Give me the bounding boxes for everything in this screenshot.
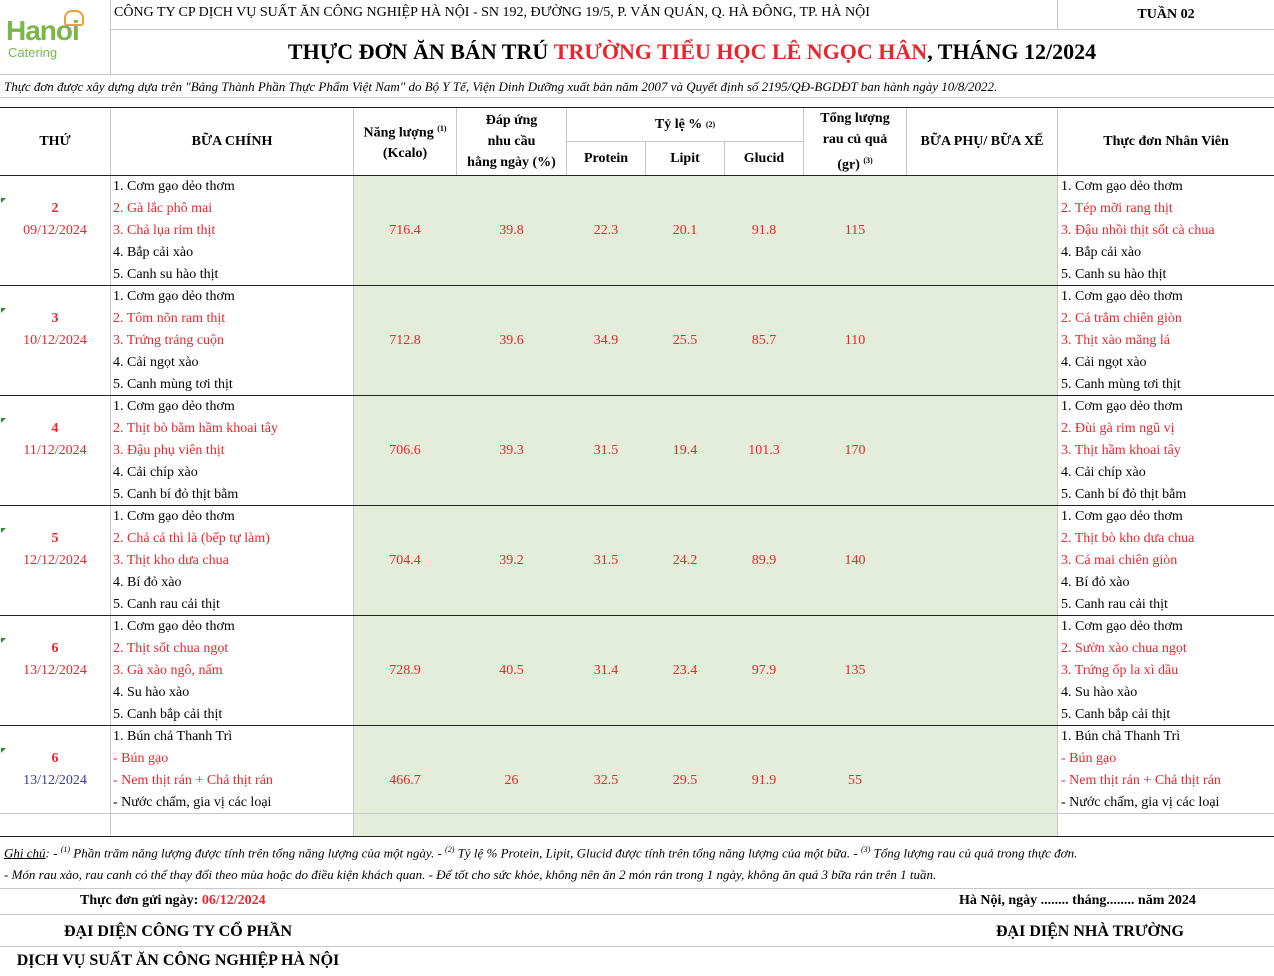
footnote-3-sup: (3) (860, 845, 871, 854)
protein-value: 34.9 (593, 333, 619, 348)
place-date: Hà Nội, ngày ........ tháng........ năm 2024 (959, 893, 1196, 908)
meets-value: 40.5 (499, 663, 524, 678)
main-dish: 2. Gà lắc phô mai (113, 201, 213, 216)
staff-dish: 2. Cá trắm chiên giòn (1061, 311, 1182, 326)
day-date: 13/12/2024 (23, 773, 87, 788)
day-date: 10/12/2024 (23, 333, 87, 348)
staff-dish: 1. Cơm gạo dẻo thơm (1061, 399, 1183, 414)
sent-date-value: 06/12/2024 (201, 893, 266, 908)
col-thu: THỨ (39, 133, 71, 149)
protein-value: 22.3 (593, 223, 619, 238)
company-address: CÔNG TY CP DỊCH VỤ SUẤT ĂN CÔNG NGHIỆP HÀ NỘI - SN 192, ĐƯỜNG 19/5, P. VĂN QUÁN, Q. HÀ ĐÔNG, TP. HÀ NỘI (114, 5, 870, 20)
main-dish: 3. Gà xào ngô, nấm (113, 663, 223, 678)
week-label: TUẦN 02 (1137, 7, 1195, 22)
protein-value: 32.5 (593, 773, 619, 788)
meets-value: 39.2 (499, 553, 524, 568)
main-dish: 1. Cơm gạo dẻo thơm (113, 179, 235, 194)
logo-wordmark: Hanoi (6, 15, 79, 46)
logo-subtitle: Catering (8, 45, 58, 60)
staff-dish: 2. Tép mỡi rang thịt (1061, 201, 1173, 216)
main-dish: 4. Cải ngọt xào (113, 355, 199, 370)
staff-dish: 3. Thịt xào măng lá (1061, 333, 1170, 348)
staff-dish: 5. Canh su hào thịt (1061, 267, 1167, 282)
veg-value: 115 (844, 223, 866, 238)
col-veg (804, 108, 906, 175)
main-dish: 4. Su hào xào (113, 685, 190, 700)
staff-dish: 5. Canh bí đỏ thịt bằm (1061, 487, 1187, 502)
col-energy-label: Năng lượng (363, 125, 434, 141)
col-ratio-label: Tỷ lệ % (654, 116, 703, 132)
main-dish: 3. Trứng tráng cuộn (113, 333, 225, 348)
protein-value: 31.4 (593, 663, 619, 678)
veg-value: 110 (844, 333, 866, 348)
veg-value: 55 (848, 773, 862, 788)
energy-value: 706.6 (389, 443, 421, 458)
staff-dish: 3. Trứng ốp la xì dầu (1061, 663, 1179, 678)
glucid-value: 91.8 (751, 223, 777, 238)
day-date: 12/12/2024 (23, 553, 87, 568)
footnote-3: Tổng lượng rau củ quả trong thực đơn. (870, 845, 1078, 861)
main-dish: - Nước chấm, gia vị các loại (113, 795, 272, 810)
main-dish: 3. Thịt kho dưa chua (113, 553, 229, 568)
footnote-1: Phần trăm năng lượng được tính trên tổng năng lượng của một ngày. - (70, 845, 446, 861)
footnote-line-1 (4, 845, 1077, 861)
glucid-value: 89.9 (751, 553, 777, 568)
staff-dish: 2. Sườn xào chua ngọt (1061, 641, 1187, 656)
col-veg-2: rau củ quả (822, 131, 888, 147)
main-dish: 1. Cơm gạo dẻo thơm (113, 619, 235, 634)
main-dish: 3. Chả lụa rim thịt (113, 223, 216, 238)
col-meets-2: nhu cầu (487, 134, 536, 149)
footnote-2: Tỷ lệ % Protein, Lipit, Glucid được tính trên tổng năng lượng của một bữa. - (454, 845, 861, 861)
day-number: 6 (51, 641, 59, 656)
energy-value: 728.9 (389, 663, 421, 678)
lipit-value: 24.2 (672, 553, 698, 568)
glucid-value: 101.3 (748, 443, 780, 458)
footnote-2-sup: (2) (445, 845, 455, 854)
staff-dish: 4. Cải chíp xào (1061, 465, 1146, 480)
day-number: 4 (51, 421, 59, 436)
lipit-value: 23.4 (672, 663, 698, 678)
col-lipit: Lipit (670, 150, 700, 166)
main-dish: 4. Bí đỏ xào (113, 575, 182, 590)
sent-date-label: Thực đơn gửi ngày: (80, 893, 202, 908)
chef-hat-icon (64, 10, 84, 26)
staff-dish: 2. Đùi gà rim ngũ vị (1061, 421, 1175, 436)
staff-dish: 1. Cơm gạo dẻo thơm (1061, 509, 1183, 524)
energy-value: 712.8 (389, 333, 421, 348)
veg-value: 170 (844, 443, 866, 458)
day-date: 13/12/2024 (23, 663, 87, 678)
staff-dish: 3. Đậu nhồi thịt sốt cà chua (1061, 223, 1215, 238)
meets-value: 39.3 (499, 443, 524, 458)
staff-dish: 5. Canh mùng tơi thịt (1061, 377, 1181, 392)
lipit-value: 19.4 (672, 443, 698, 458)
staff-dish: 2. Thịt bò kho dưa chua (1061, 531, 1195, 546)
main-dish: - Bún gạo (113, 751, 169, 766)
main-dish: 5. Canh bí đỏ thịt bằm (113, 487, 239, 502)
staff-dish: 4. Su hào xào (1061, 685, 1138, 700)
main-dish: 5. Canh mùng tơi thịt (113, 377, 233, 392)
day-number: 2 (51, 201, 59, 216)
company-representative-1: ĐẠI DIỆN CÔNG TY CỔ PHẦN (63, 923, 292, 940)
glucid-value: 85.7 (751, 333, 777, 348)
col-main-meal: BỮA CHÍNH (191, 133, 273, 149)
col-veg-1: Tổng lượng (820, 110, 890, 126)
staff-dish: 3. Cá mai chiên giòn (1061, 553, 1178, 568)
main-dish: 5. Canh su hào thịt (113, 267, 219, 282)
page-title (110, 33, 1274, 71)
veg-value: 135 (844, 663, 866, 678)
main-dish: 3. Đậu phụ viên thịt (113, 443, 225, 458)
col-side-meal: BỮA PHỤ/ BỮA XẾ (920, 133, 1044, 149)
staff-dish: 5. Canh rau cải thịt (1061, 597, 1168, 612)
glucid-value: 91.9 (751, 773, 777, 788)
main-dish: 4. Bắp cải xào (113, 245, 194, 260)
day-number: 5 (51, 531, 59, 546)
staff-dish: 3. Thịt hầm khoai tây (1061, 443, 1181, 458)
main-dish: 1. Cơm gạo dẻo thơm (113, 509, 235, 524)
footnote-label: Ghi chú (4, 845, 46, 861)
main-dish: - Nem thịt rán + Chả thịt rán (113, 773, 273, 788)
day-number: 3 (51, 311, 59, 326)
energy-value: 466.7 (389, 773, 421, 788)
protein-value: 31.5 (593, 443, 619, 458)
col-ratio-sup: (2) (705, 120, 716, 129)
staff-dish: 4. Bí đỏ xào (1061, 575, 1130, 590)
col-meets-1: Đáp ứng (485, 113, 538, 128)
col-meets-3: hằng ngày (%) (467, 155, 556, 170)
main-dish: 2. Thịt bò bằm hầm khoai tây (113, 421, 278, 436)
col-veg-3: (gr) (837, 157, 860, 173)
staff-dish: 1. Bún chả Thanh Trì (1061, 729, 1181, 744)
footnote-line-2: - Món rau xào, rau canh có thể thay đổi theo mùa hoặc do điều kiện khách quan. - Để tốt cho sức khỏe, không nên ăn 2 món rán trong 1 ngày, không ăn quá 3 bữa rán trên 1 tuần. (4, 867, 937, 882)
staff-dish: 4. Cải ngọt xào (1061, 355, 1147, 370)
meets-value: 26 (504, 773, 519, 788)
main-dish (113, 814, 351, 836)
col-energy (354, 108, 456, 175)
glucid-value: 97.9 (751, 663, 777, 678)
sent-date-line (80, 893, 266, 909)
meets-value: 39.6 (499, 333, 524, 348)
col-ratio (567, 108, 803, 141)
col-glucid: Glucid (743, 150, 785, 166)
col-energy-unit: (Kcalo) (382, 145, 428, 161)
main-dish: 2. Tôm nõn ram thịt (113, 311, 226, 326)
title-prefix: THỰC ĐƠN ĂN BÁN TRÚ (287, 39, 554, 64)
main-dish: 4. Cải chíp xào (113, 465, 198, 480)
veg-value: 140 (844, 553, 866, 568)
footnote-1-sup: (1) (60, 845, 71, 854)
day-date: 11/12/2024 (23, 443, 87, 458)
lipit-value: 20.1 (672, 223, 698, 238)
company-logo (6, 8, 106, 68)
energy-value: 704.4 (389, 553, 421, 568)
energy-value: 716.4 (389, 223, 421, 238)
title-school: TRƯỜNG TIỂU HỌC LÊ NGỌC HÂN (553, 39, 928, 64)
main-dish: 1. Cơm gạo dẻo thơm (113, 289, 235, 304)
main-dish: 5. Canh bắp cải thịt (113, 707, 223, 722)
staff-dish: 5. Canh bắp cải thịt (1061, 707, 1171, 722)
school-representative: ĐẠI DIỆN NHÀ TRƯỜNG (995, 923, 1184, 940)
staff-dish: 1. Cơm gạo dẻo thơm (1061, 179, 1183, 194)
staff-dish (1061, 814, 1273, 836)
protein-value: 31.5 (593, 553, 619, 568)
footnote-sep: : - (45, 845, 61, 861)
meets-value: 39.8 (499, 223, 524, 238)
col-veg-sup: (3) (863, 155, 873, 165)
staff-dish: 1. Cơm gạo dẻo thơm (1061, 289, 1183, 304)
staff-dish: - Bún gạo (1061, 751, 1117, 766)
staff-dish: - Nước chấm, gia vị các loại (1061, 795, 1220, 810)
main-dish: 2. Chả cá thì là (bếp tự làm) (113, 531, 270, 546)
lipit-value: 29.5 (672, 773, 698, 788)
title-suffix: , THÁNG 12/2024 (927, 39, 1097, 64)
col-meets (457, 108, 566, 175)
main-dish: 2. Thịt sốt chua ngọt (113, 641, 229, 656)
company-representative-2: DỊCH VỤ SUẤT ĂN CÔNG NGHIỆP HÀ NỘI (16, 952, 340, 969)
main-dish: 1. Cơm gạo dẻo thơm (113, 399, 235, 414)
main-dish: 1. Bún chả Thanh Trì (113, 729, 233, 744)
col-energy-sup: (1) (437, 124, 447, 134)
staff-dish: 1. Cơm gạo dẻo thơm (1061, 619, 1183, 634)
col-staff: Thực đơn Nhân Viên (1103, 133, 1229, 149)
source-note: Thực đơn được xây dựng dựa trên "Bảng Thành Phần Thực Phẩm Việt Nam" do Bộ Y Tế, Viện Dinh Dưỡng xuất bản năm 2007 và Quyết định số 2195/QĐ-BGDĐT ban hành ngày 10/8/2022. (4, 79, 998, 94)
main-dish: 5. Canh rau cải thịt (113, 597, 220, 612)
col-protein: Protein (583, 150, 629, 166)
day-number: 6 (51, 751, 59, 766)
day-date: 09/12/2024 (23, 223, 87, 238)
staff-dish: 4. Bắp cải xào (1061, 245, 1142, 260)
lipit-value: 25.5 (672, 333, 698, 348)
staff-dish: - Nem thịt rán + Chả thịt rán (1061, 773, 1221, 788)
